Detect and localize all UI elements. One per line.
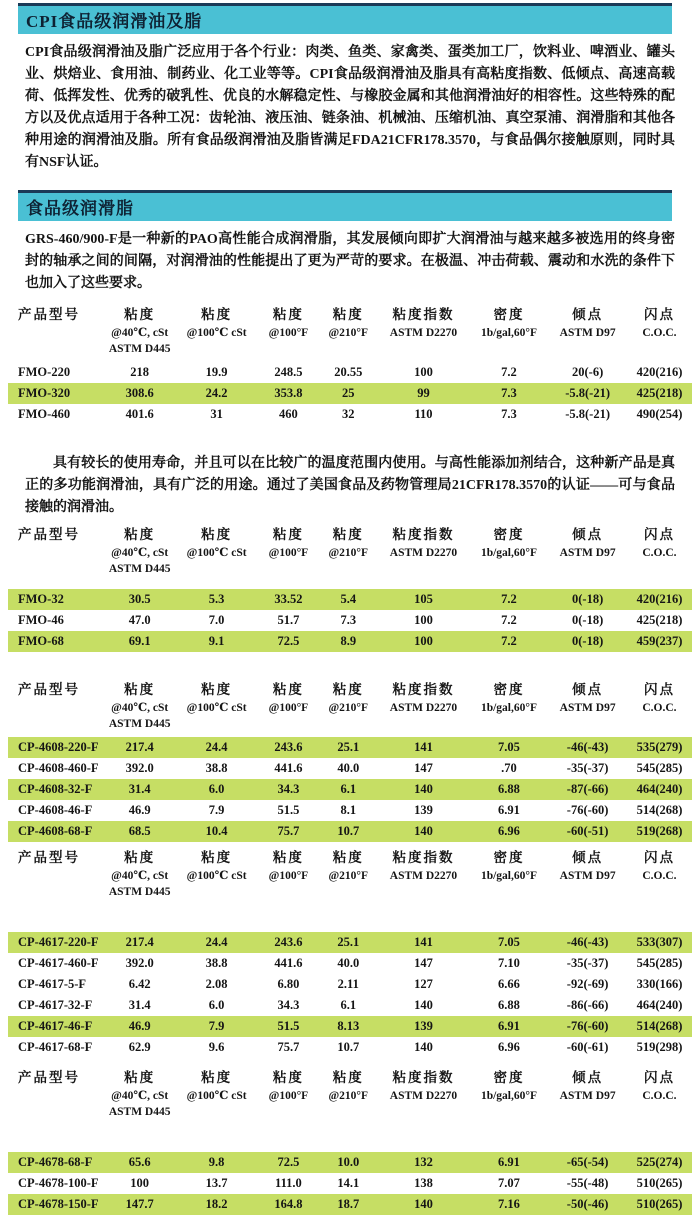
spec-value-cell: 147 (414, 761, 433, 775)
spec-value-cell: 139 (414, 803, 433, 817)
column-header: 粘度指数 ASTM D2270 (389, 307, 458, 339)
spec-value-cell: 140 (414, 824, 433, 838)
column-header: 密度 1b/gal,60°F (480, 682, 537, 714)
spec-value-cell: 5.4 (340, 592, 357, 606)
product-model-cell: CP-4617-46-F (18, 1019, 93, 1033)
spec-table-cp4617 (8, 848, 692, 1058)
spec-value-cell: 24.4 (205, 740, 228, 754)
product-model-cell: FMO-32 (18, 592, 64, 606)
spec-value-cell: 420(216) (636, 592, 683, 606)
product-model-cell: CP-4617-220-F (18, 935, 99, 949)
spec-value-cell: 420(216) (636, 365, 683, 379)
spec-value-cell: 6.96 (498, 1040, 520, 1054)
spec-value-cell: 100 (414, 613, 433, 627)
spec-value-cell: 25.1 (337, 935, 360, 949)
spec-value-cell: 525(274) (636, 1155, 683, 1169)
spec-value-cell: 217.4 (125, 935, 154, 949)
spec-value-cell: 535(279) (636, 740, 683, 754)
column-header: 产品型号 (18, 527, 80, 542)
spec-value-cell: 519(268) (636, 824, 683, 838)
column-header: 粘度 @40℃, cSt ASTM D445 (108, 527, 171, 575)
spec-value-cell: 40.0 (337, 761, 360, 775)
column-header: 倾点 ASTM D97 (559, 850, 616, 882)
spec-value-cell: 464(240) (636, 998, 683, 1012)
spec-value-cell: 441.6 (274, 761, 303, 775)
product-model-cell: CP-4617-32-F (18, 998, 93, 1012)
table-row (8, 737, 692, 758)
spec-value-cell: 6.80 (277, 977, 300, 991)
column-header: 粘度 @210°F (328, 1070, 369, 1102)
spec-value-cell: 353.8 (274, 386, 303, 400)
spec-value-cell: 510(265) (636, 1176, 683, 1190)
spec-value-cell: 31 (210, 407, 223, 421)
product-model-cell: CP-4608-46-F (18, 803, 93, 817)
column-header: 闪点 C.O.C. (642, 1070, 677, 1102)
section-title-grease: 食品级润滑脂 (18, 190, 672, 221)
table-row (8, 953, 692, 974)
table-row (8, 610, 692, 631)
spec-value-cell: 425(218) (636, 613, 683, 627)
spec-value-cell: -46(-43) (566, 935, 609, 949)
spec-value-cell: 100 (130, 1176, 150, 1190)
spec-value-cell: 100 (414, 365, 433, 379)
column-header: 闪点 C.O.C. (642, 850, 677, 882)
spec-value-cell: -35(-37) (566, 761, 609, 775)
spec-value-cell: 6.0 (208, 782, 225, 796)
column-header: 粘度 @100°F (268, 1070, 309, 1102)
spec-value-cell: -5.8(-21) (565, 386, 611, 400)
spec-value-cell: 2.11 (337, 977, 359, 991)
column-header: 粘度 @100°F (268, 850, 309, 882)
spec-value-cell: 7.2 (501, 634, 517, 648)
spec-value-cell: 31.4 (128, 998, 151, 1012)
spec-value-cell: 514(268) (636, 1019, 683, 1033)
spec-value-cell: 392.0 (125, 761, 154, 775)
spec-value-cell: 65.6 (128, 1155, 151, 1169)
spec-value-cell: 127 (414, 977, 433, 991)
spec-value-cell: 105 (414, 592, 433, 606)
spec-value-cell: 46.9 (128, 1019, 151, 1033)
column-header: 粘度 @100℃ cSt (186, 682, 247, 714)
spec-value-cell: -35(-37) (566, 956, 609, 970)
table-row (8, 1152, 692, 1173)
spec-value-cell: 40.0 (337, 956, 360, 970)
table-header-row (8, 848, 692, 900)
spec-value-cell: 218 (130, 365, 150, 379)
spec-value-cell: 24.2 (205, 386, 228, 400)
column-header: 倾点 ASTM D97 (559, 527, 616, 559)
table-row (8, 362, 692, 383)
spec-value-cell: 75.7 (277, 1040, 300, 1054)
table-row (8, 779, 692, 800)
spec-value-cell: 14.1 (337, 1176, 360, 1190)
spec-value-cell: 141 (414, 740, 433, 754)
table-row (8, 1173, 692, 1194)
product-model-cell: FMO-220 (18, 365, 71, 379)
spec-value-cell: 545(285) (636, 956, 683, 970)
spec-value-cell: -50(-46) (566, 1197, 609, 1211)
spec-value-cell: 9.8 (208, 1155, 225, 1169)
spec-value-cell: 7.3 (501, 386, 517, 400)
column-header: 闪点 C.O.C. (642, 527, 677, 559)
spec-value-cell: 34.3 (277, 782, 300, 796)
fmo-description-paragraph: 具有较长的使用寿命，并且可以在比较广的温度范围内使用。与高性能添加剂结合，这种新产品是真正的多功能润滑油，具有广泛的用途。通过了美国食品及药物管理局21CFR178.3570的认证——可与食品接触的润滑油。 (25, 456, 675, 515)
table-row (8, 631, 692, 652)
spec-value-cell: 69.1 (128, 634, 151, 648)
column-header: 粘度 @100℃ cSt (186, 1070, 247, 1102)
product-model-cell: CP-4617-68-F (18, 1040, 93, 1054)
spec-value-cell: 7.3 (340, 613, 357, 627)
product-model-cell: FMO-460 (18, 407, 71, 421)
spec-value-cell: 140 (414, 782, 433, 796)
spec-value-cell: 7.05 (498, 740, 520, 754)
spec-value-cell: 6.96 (498, 824, 520, 838)
column-header: 倾点 ASTM D97 (559, 682, 616, 714)
spec-value-cell: 147.7 (125, 1197, 154, 1211)
spec-value-cell: 243.6 (274, 740, 303, 754)
column-header: 粘度 @100°F (268, 307, 309, 339)
column-header: 粘度 @100℃ cSt (186, 850, 247, 882)
column-header: 产品型号 (18, 682, 80, 697)
spec-value-cell: 459(237) (636, 634, 683, 648)
table-row (8, 383, 692, 404)
spec-table-fmo-low (8, 525, 692, 652)
spec-value-cell: 248.5 (274, 365, 303, 379)
spec-value-cell: 7.2 (501, 365, 517, 379)
spec-value-cell: 519(298) (636, 1040, 683, 1054)
spec-value-cell: 75.7 (277, 824, 300, 838)
column-header: 倾点 ASTM D97 (559, 1070, 616, 1102)
table-row (8, 589, 692, 610)
spec-value-cell: 38.8 (205, 761, 228, 775)
spec-value-cell: 441.6 (274, 956, 303, 970)
spec-value-cell: 20(-6) (572, 365, 604, 379)
spec-value-cell: 10.4 (205, 824, 228, 838)
product-model-cell: CP-4608-220-F (18, 740, 99, 754)
spec-value-cell: 51.5 (277, 1019, 300, 1033)
spec-value-cell: 308.6 (125, 386, 154, 400)
spec-value-cell: 217.4 (125, 740, 154, 754)
spec-value-cell: 25.1 (337, 740, 360, 754)
spec-value-cell: 18.7 (337, 1197, 360, 1211)
spec-value-cell: 392.0 (125, 956, 154, 970)
spec-value-cell: 62.9 (128, 1040, 151, 1054)
spec-value-cell: 5.3 (208, 592, 225, 606)
spec-value-cell: -65(-54) (566, 1155, 609, 1169)
spec-value-cell: 7.07 (498, 1176, 520, 1190)
column-header: 粘度指数 ASTM D2270 (389, 1070, 458, 1102)
spec-value-cell: 46.9 (128, 803, 151, 817)
spec-value-cell: -92(-69) (566, 977, 609, 991)
column-header: 密度 1b/gal,60°F (480, 1070, 537, 1102)
table-header-row (8, 525, 692, 577)
product-model-cell: CP-4617-460-F (18, 956, 99, 970)
column-header: 粘度 @210°F (328, 307, 369, 339)
spec-value-cell: 7.05 (498, 935, 520, 949)
product-model-cell: CP-4678-68-F (18, 1155, 93, 1169)
spec-value-cell: 140 (414, 998, 433, 1012)
spec-value-cell: -76(-60) (566, 803, 609, 817)
spec-value-cell: 533(307) (636, 935, 683, 949)
spec-value-cell: 7.0 (208, 613, 225, 627)
table-row (8, 800, 692, 821)
spec-value-cell: 545(285) (636, 761, 683, 775)
spec-value-cell: -60(-61) (566, 1040, 609, 1054)
spec-value-cell: 6.0 (208, 998, 225, 1012)
spec-value-cell: 8.1 (340, 803, 357, 817)
spec-value-cell: 243.6 (274, 935, 303, 949)
column-header: 密度 1b/gal,60°F (480, 850, 537, 882)
product-model-cell: FMO-320 (18, 386, 71, 400)
spec-value-cell: 510(265) (636, 1197, 683, 1211)
spec-value-cell: 20.55 (334, 365, 363, 379)
table-row (8, 974, 692, 995)
spec-value-cell: 6.91 (498, 803, 520, 817)
spec-value-cell: 24.4 (205, 935, 228, 949)
spec-value-cell: 51.7 (277, 613, 300, 627)
spec-value-cell: 6.91 (498, 1019, 520, 1033)
spec-value-cell: 7.2 (501, 613, 517, 627)
column-header: 粘度 @40℃, cSt ASTM D445 (108, 1070, 171, 1118)
table-row (8, 1037, 692, 1058)
column-header: 粘度 @210°F (328, 850, 369, 882)
spec-value-cell: 514(268) (636, 803, 683, 817)
spec-value-cell: 13.7 (205, 1176, 228, 1190)
spec-value-cell: 138 (414, 1176, 433, 1190)
spec-value-cell: 33.52 (274, 592, 303, 606)
table-header-row (8, 680, 692, 732)
spec-value-cell: -46(-43) (566, 740, 609, 754)
spec-value-cell: 0(-18) (572, 613, 604, 627)
spec-value-cell: 38.8 (205, 956, 228, 970)
spec-value-cell: 7.3 (501, 407, 517, 421)
product-model-cell: CP-4678-150-F (18, 1197, 99, 1211)
product-model-cell: FMO-68 (18, 634, 64, 648)
column-header: 粘度 @40℃, cSt ASTM D445 (108, 682, 171, 730)
spec-value-cell: 6.42 (128, 977, 151, 991)
spec-value-cell: 51.5 (277, 803, 300, 817)
table-header-row (8, 305, 692, 357)
spec-value-cell: 464(240) (636, 782, 683, 796)
grease-paragraph: GRS-460/900-F是一种新的PAO高性能合成润滑脂，其发展倾向即扩大润滑油与越来越多被选用的终身密封的轴承之间的间隔，对润滑油的性能提出了更为严苛的要求。在极温、冲击荷载、震动和水洗的条件下也加入了这些要求。 (25, 232, 675, 291)
table-row (8, 1016, 692, 1037)
intro-paragraph: CPI食品级润滑油及脂广泛应用于各个行业：肉类、鱼类、家禽类、蛋类加工厂，饮料业、啤酒业、罐头业、烘焙业、食用油、制药业、化工业等等。CPI食品级润滑油及脂具有高粘度指数、低倾点、高速高载荷、低挥发性、优秀的破乳性、优良的水解稳定性、与橡胶金属和其他润滑油好的相容性。这些特殊的配方以及优点适用于各种工况：齿轮油、液压油、链条油、机械油、压缩机油、真空泵浦、润滑脂和其他各种用途的润滑油及脂。所有食品级润滑油及脂皆满足FDA21CFR178.3570，与食品偶尔接触原则，同时具有NSF认证。 (25, 45, 675, 170)
spec-value-cell: -60(-51) (566, 824, 609, 838)
column-header: 产品型号 (18, 850, 80, 865)
table-row (8, 758, 692, 779)
spec-value-cell: 7.2 (501, 592, 517, 606)
spec-value-cell: -76(-60) (566, 1019, 609, 1033)
spec-value-cell: 460 (279, 407, 298, 421)
spec-value-cell: 9.1 (208, 634, 225, 648)
table-row (8, 932, 692, 953)
spec-value-cell: 6.66 (498, 977, 520, 991)
column-header: 粘度指数 ASTM D2270 (389, 850, 458, 882)
spec-value-cell: 140 (414, 1040, 433, 1054)
spec-value-cell: 30.5 (128, 592, 151, 606)
column-header: 闪点 C.O.C. (642, 307, 677, 339)
spec-value-cell: 100 (414, 634, 433, 648)
spec-value-cell: 2.08 (205, 977, 228, 991)
spec-value-cell: 132 (414, 1155, 433, 1169)
spec-value-cell: 7.10 (498, 956, 520, 970)
column-header: 粘度 @40℃, cSt ASTM D445 (108, 850, 171, 898)
spec-value-cell: 34.3 (277, 998, 300, 1012)
table-header-row (8, 1068, 692, 1120)
spec-value-cell: 425(218) (636, 386, 683, 400)
column-header: 密度 1b/gal,60°F (480, 527, 537, 559)
column-header: 倾点 ASTM D97 (559, 307, 616, 339)
spec-value-cell: -5.8(-21) (565, 407, 611, 421)
spec-value-cell: 7.9 (208, 803, 225, 817)
spec-value-cell: 19.9 (205, 365, 228, 379)
spec-value-cell: 99 (417, 386, 430, 400)
table-row (8, 821, 692, 842)
spec-value-cell: 31.4 (128, 782, 151, 796)
spec-value-cell: 10.7 (337, 824, 360, 838)
spec-value-cell: 6.1 (340, 782, 357, 796)
spec-value-cell: 164.8 (274, 1197, 303, 1211)
column-header: 产品型号 (18, 1070, 80, 1085)
column-header: 粘度指数 ASTM D2270 (389, 527, 458, 559)
spec-value-cell: .70 (501, 761, 517, 775)
spec-value-cell: -86(-66) (566, 998, 609, 1012)
spec-value-cell: 8.9 (340, 634, 357, 648)
spec-value-cell: 72.5 (277, 1155, 300, 1169)
spec-value-cell: 7.16 (498, 1197, 520, 1211)
spec-value-cell: 6.1 (340, 998, 357, 1012)
spec-value-cell: 47.0 (128, 613, 151, 627)
spec-value-cell: 401.6 (125, 407, 154, 421)
spec-value-cell: 25 (342, 386, 355, 400)
column-header: 粘度 @100℃ cSt (186, 307, 247, 339)
spec-value-cell: 110 (414, 407, 433, 421)
column-header: 粘度指数 ASTM D2270 (389, 682, 458, 714)
spec-value-cell: 147 (414, 956, 433, 970)
product-model-cell: CP-4608-32-F (18, 782, 93, 796)
spec-value-cell: 10.0 (337, 1155, 360, 1169)
column-header: 粘度 @210°F (328, 527, 369, 559)
spec-value-cell: 18.2 (205, 1197, 228, 1211)
spec-value-cell: 6.91 (498, 1155, 520, 1169)
spec-value-cell: 10.7 (337, 1040, 360, 1054)
spec-value-cell: 6.88 (498, 782, 520, 796)
table-row (8, 995, 692, 1016)
spec-value-cell: 139 (414, 1019, 433, 1033)
product-model-cell: CP-4608-460-F (18, 761, 99, 775)
product-model-cell: CP-4608-68-F (18, 824, 93, 838)
column-header: 粘度 @40℃, cSt ASTM D445 (108, 307, 171, 355)
spec-value-cell: -87(-66) (566, 782, 609, 796)
spec-value-cell: 72.5 (277, 634, 300, 648)
product-model-cell: CP-4617-5-F (18, 977, 87, 991)
spec-value-cell: 6.88 (498, 998, 520, 1012)
spec-value-cell: -55(-48) (566, 1176, 609, 1190)
spec-value-cell: 9.6 (208, 1040, 225, 1054)
column-header: 闪点 C.O.C. (642, 682, 677, 714)
spec-value-cell: 140 (414, 1197, 433, 1211)
spec-table-fmo-high (8, 305, 692, 425)
column-header: 粘度 @100℃ cSt (186, 527, 247, 559)
section-title-oils: CPI食品级润滑油及脂 (18, 3, 672, 34)
spec-value-cell: 0(-18) (572, 634, 604, 648)
spec-value-cell: 490(254) (636, 407, 683, 421)
spec-table-cp4678 (8, 1068, 692, 1215)
column-header: 密度 1b/gal,60°F (480, 307, 537, 339)
column-header: 产品型号 (18, 307, 80, 322)
table-row (8, 404, 692, 425)
spec-value-cell: 68.5 (128, 824, 151, 838)
spec-table-cp4608 (8, 680, 692, 842)
column-header: 粘度 @100°F (268, 527, 309, 559)
table-row (8, 1194, 692, 1215)
spec-value-cell: 330(166) (636, 977, 683, 991)
product-model-cell: CP-4678-100-F (18, 1176, 99, 1190)
product-model-cell: FMO-46 (18, 613, 64, 627)
spec-value-cell: 7.9 (208, 1019, 225, 1033)
spec-value-cell: 141 (414, 935, 433, 949)
column-header: 粘度 @210°F (328, 682, 369, 714)
column-header: 粘度 @100°F (268, 682, 309, 714)
spec-value-cell: 0(-18) (572, 592, 604, 606)
spec-value-cell: 111.0 (275, 1176, 302, 1190)
spec-value-cell: 32 (342, 407, 355, 421)
spec-value-cell: 8.13 (337, 1019, 360, 1033)
